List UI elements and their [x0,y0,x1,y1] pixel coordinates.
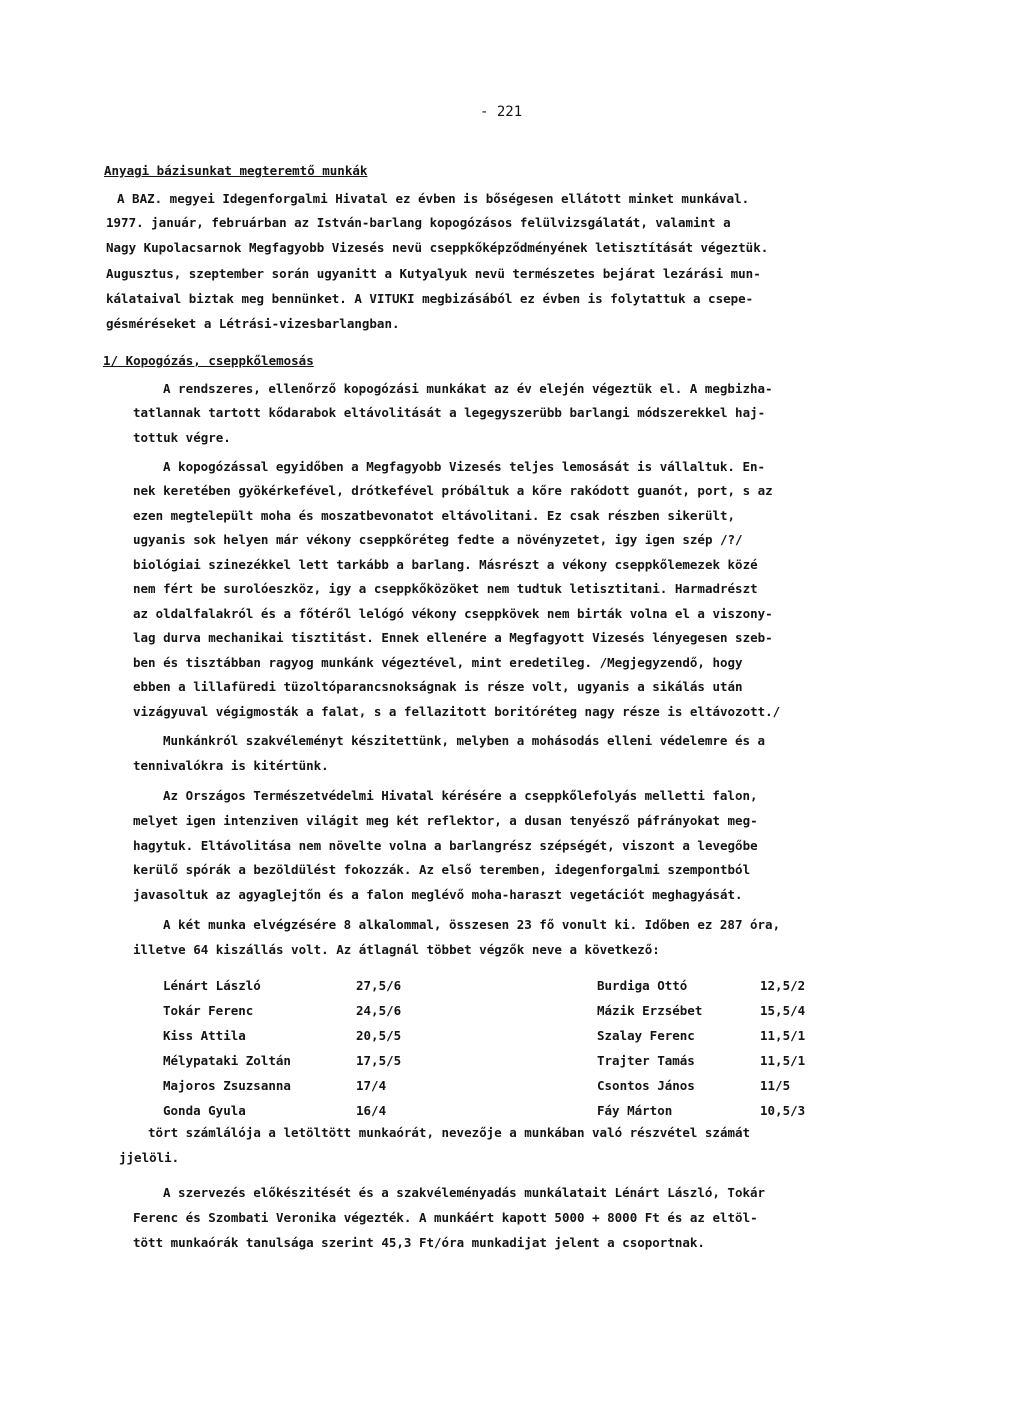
paragraph-line: tört számlálója a letöltött munkaórát, nevezője a munkában való részvétel számát [148,1125,751,1140]
worker-hours: 27,5/6 [356,978,402,993]
intro-line: 1977. január, februárban az István-barlang kopogózásos felülvizsgálatát, valamint a [106,215,731,230]
intro-line: Nagy Kupolacsarnok Megfagyobb Vizesés nevü cseppkőképződményének letisztítását végeztük. [106,240,769,255]
worker-name: Majoros Zsuzsanna [163,1078,291,1093]
paragraph-line: Ferenc és Szombati Veronika végezték. A munkáért kapott 5000 + 8000 Ft és az eltöl- [133,1210,758,1225]
worker-name: Csontos János [597,1078,695,1093]
paragraph-line: A két munka elvégzésére 8 alkalommal, összesen 23 fő vonult ki. Időben ez 287 óra, [163,917,781,932]
paragraph-line: jjelöli. [119,1150,180,1165]
paragraph-line: vizágyuval végigmosták a falat, s a fellazitott boritóréteg nagy része is eltávozott./ [133,704,781,719]
paragraph-line: kerülő spórák a bezöldülést fokozzák. Az első teremben, idegenforgalmi szempontból [133,862,751,877]
paragraph-line: A kopogózással egyidőben a Megfagyobb Vizesés teljes lemosását is vállaltuk. En- [163,459,766,474]
worker-hours: 24,5/6 [356,1003,402,1018]
paragraph-line: lag durva mechanikai tisztitást. Ennek ellenére a Megfagyott Vizesés lényegesen szeb- [133,630,773,645]
paragraph-line: melyet igen intenziven világit meg két reflektor, a dusan tenyésző páfrányokat meg- [133,813,758,828]
paragraph-line: ebben a lillafüredi tüzoltóparancsnokságnak is része volt, ugyanis a sikálás után [133,679,743,694]
worker-hours: 20,5/5 [356,1028,402,1043]
worker-hours: 11,5/1 [760,1053,806,1068]
paragraph-line: hagytuk. Eltávolitása nem növelte volna a barlangrész szépségét, viszont a levegőbe [133,838,758,853]
paragraph-line: tött munkaórák tanulsága szerint 45,3 Ft/óra munkadijat jelent a csoportnak. [133,1235,705,1250]
paragraph-line: ezen megtelepült moha és moszatbevonatot eltávolitani. Ez csak részben sikerült, [133,508,736,523]
paragraph-line: illetve 64 kiszállás volt. Az átlagnál többet végzők neve a következő: [133,942,660,957]
intro-line: A BAZ. megyei Idegenforgalmi Hivatal ez évben is bőségesen ellátott minket munkával. [117,191,750,206]
paragraph-line: ben és tisztábban ragyog munkánk végeztével, mint eredetileg. /Megjegyzendő, hogy [133,655,743,670]
section-heading: Anyagi bázisunkat megteremtő munkák [104,163,368,178]
worker-hours: 11,5/1 [760,1028,806,1043]
worker-name: Tokár Ferenc [163,1003,254,1018]
worker-hours: 12,5/2 [760,978,806,993]
subsection-heading: 1/ Kopogózás, cseppkőlemosás [103,353,314,368]
paragraph-line: nek keretében gyökérkefével, drótkefével próbáltuk a kőre rakódott guanót, port, s az [133,483,773,498]
worker-name: Szalay Ferenc [597,1028,695,1043]
worker-name: Fáy Márton [597,1103,673,1118]
worker-name: Lénárt László [163,978,261,993]
worker-name: Trajter Tamás [597,1053,695,1068]
worker-name: Kiss Attila [163,1028,246,1043]
page-number: - 221 [480,104,523,120]
worker-hours: 17,5/5 [356,1053,402,1068]
paragraph-line: Az Országos Természetvédelmi Hivatal kérésére a cseppkőlefolyás melletti falon, [163,788,758,803]
paragraph-line: nem fért be surolóeszköz, igy a cseppkőközöket nem tudtuk letisztitani. Harmadrészt [133,581,758,596]
worker-hours: 16/4 [356,1103,387,1118]
paragraph-line: az oldalfalakról és a főtéről lelógó vékony cseppkövek nem birták volna el a viszony- [133,606,773,621]
paragraph-line: Munkánkról szakvéleményt készitettünk, melyben a mohásodás elleni védelemre és a [163,733,766,748]
paragraph-line: tottuk végre. [133,430,231,445]
intro-line: Augusztus, szeptember során ugyanitt a Kutyalyuk nevü természetes bejárat lezárási mun- [106,266,761,281]
worker-name: Burdiga Ottó [597,978,688,993]
worker-name: Mázik Erzsébet [597,1003,703,1018]
worker-hours: 17/4 [356,1078,387,1093]
intro-line: kálataival biztak meg bennünket. A VITUKI megbizásából ez évben is folytattuk a csepe- [106,291,754,306]
paragraph-line: ugyanis sok helyen már vékony cseppkőréteg fedte a növényzetet, igy igen szép /?/ [133,532,743,547]
worker-hours: 10,5/3 [760,1103,806,1118]
worker-name: Mélypataki Zoltán [163,1053,291,1068]
paragraph-line: A rendszeres, ellenőrző kopogózási munkákat az év elején végeztük el. A megbizha- [163,381,773,396]
paragraph-line: javasoltuk az agyaglejtőn és a falon meglévő moha-haraszt vegetációt meghagyását. [133,887,743,902]
worker-name: Gonda Gyula [163,1103,246,1118]
intro-line: gésméréseket a Létrási-vizesbarlangban. [106,316,400,331]
worker-hours: 11/5 [760,1078,791,1093]
paragraph-line: tatlannak tartott kődarabok eltávolitását a legegyszerübb barlangi módszerekkel haj- [133,405,766,420]
paragraph-line: A szervezés előkészitését és a szakvéleményadás munkálatait Lénárt László, Tokár [163,1185,766,1200]
paragraph-line: biológiai szinezékkel lett tarkább a barlang. Másrészt a vékony cseppkőlemezek közé [133,557,758,572]
paragraph-line: tennivalókra is kitértünk. [133,758,329,773]
worker-hours: 15,5/4 [760,1003,806,1018]
